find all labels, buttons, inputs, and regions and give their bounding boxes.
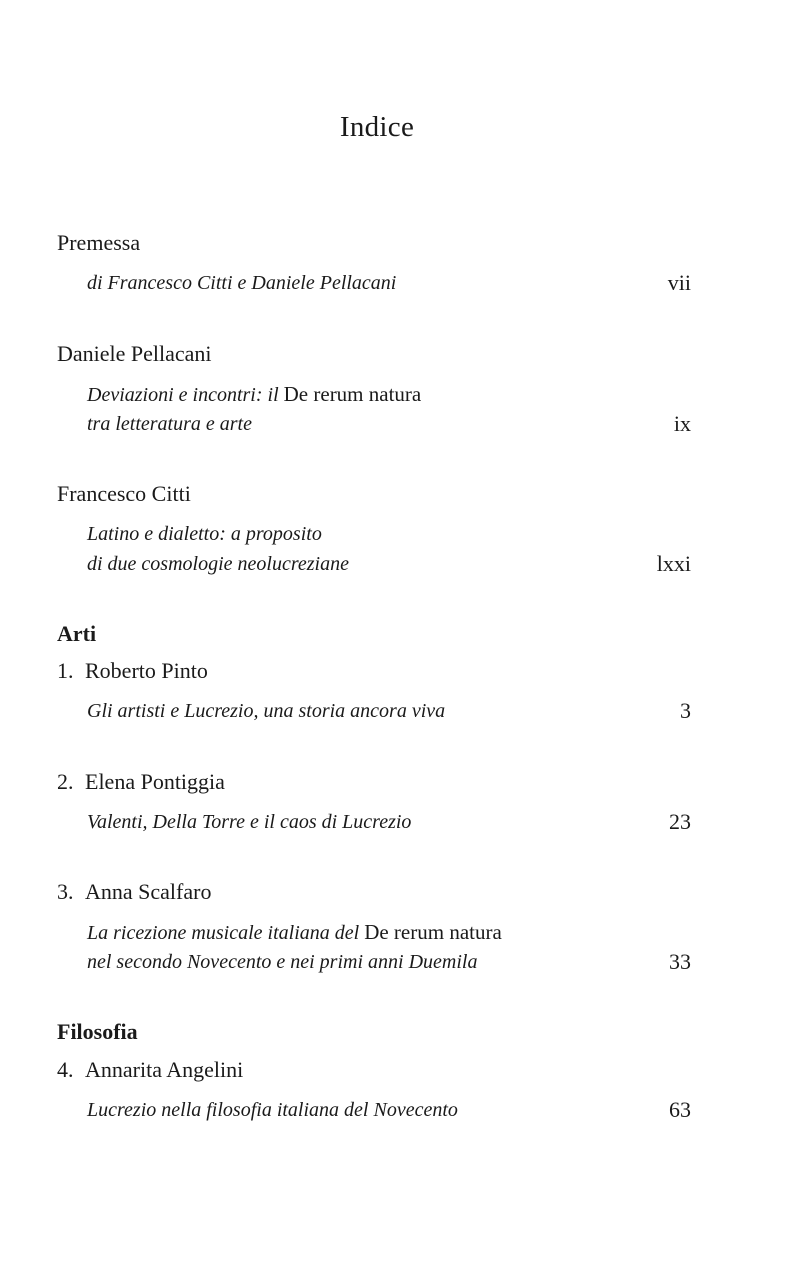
section-heading-filosofia: Filosofia	[57, 1019, 138, 1044]
work-line	[87, 549, 691, 579]
entry-work	[87, 1095, 691, 1125]
work-title-roman: De rerum natura	[283, 382, 422, 406]
toc-entry-1	[57, 658, 691, 726]
entry-author: Daniele Pellacani	[57, 341, 212, 366]
entry-work	[87, 696, 691, 726]
entry-number: 1.	[57, 658, 74, 683]
entry-work	[87, 268, 691, 298]
entry-author: Francesco Citti	[57, 481, 191, 506]
entry-work	[87, 917, 691, 977]
toc-entry-citti	[57, 481, 691, 579]
work-line	[87, 807, 691, 837]
entry-work	[87, 519, 691, 579]
page-number: 3	[680, 698, 691, 723]
work-line	[87, 519, 691, 549]
author-name: Annarita Angelini	[85, 1057, 244, 1082]
work-line	[87, 409, 691, 439]
entry-author: Premessa	[57, 230, 141, 255]
work-text: di due cosmologie neolucreziane	[87, 553, 349, 575]
work-text: Lucrezio nella filosofia italiana del Novecento	[87, 1099, 458, 1121]
toc-entry-4	[57, 1057, 691, 1125]
page-number: 63	[669, 1097, 691, 1122]
work-text: Latino e dialetto: a proposito	[87, 523, 322, 545]
entry-work	[87, 379, 691, 439]
entry-author	[57, 658, 691, 684]
toc-entry-2	[57, 769, 691, 837]
work-text: Gli artisti e Lucrezio, una storia ancora viva	[87, 700, 446, 722]
work-line	[87, 947, 691, 977]
work-line	[87, 268, 691, 298]
author-name: Roberto Pinto	[85, 658, 208, 683]
work-text: Deviazioni e incontri: il	[87, 384, 284, 406]
section-heading-arti: Arti	[57, 621, 97, 646]
entry-number: 3.	[57, 879, 74, 904]
entry-work	[87, 807, 691, 837]
work-line	[87, 917, 691, 947]
work-line	[87, 1095, 691, 1125]
toc-entry-pellacani	[57, 341, 691, 439]
work-text: nel secondo Novecento e nei primi anni Duemila	[87, 951, 478, 973]
page-number: 23	[669, 809, 691, 834]
toc-entry-3	[57, 879, 691, 977]
page-title: Indice	[339, 111, 415, 143]
entry-number: 4.	[57, 1057, 74, 1082]
work-text: tra letteratura e arte	[87, 413, 252, 435]
entry-author	[57, 769, 691, 795]
work-text: La ricezione musicale italiana del	[87, 922, 365, 944]
work-text: di Francesco Citti e Daniele Pellacani	[87, 272, 397, 294]
work-line	[87, 696, 691, 726]
work-text: Valenti, Della Torre e il caos di Lucrezio	[87, 811, 412, 833]
author-name: Anna Scalfaro	[85, 879, 212, 904]
entry-author	[57, 1057, 691, 1083]
page-number: lxxi	[656, 551, 691, 576]
toc-entry-premessa	[57, 230, 691, 298]
work-line	[87, 379, 691, 409]
entry-number: 2.	[57, 769, 74, 794]
page-number: ix	[673, 411, 691, 436]
entry-author	[57, 879, 691, 905]
work-title-roman: De rerum natura	[364, 920, 502, 944]
author-name: Elena Pontiggia	[85, 769, 225, 794]
page-number: vii	[667, 270, 691, 295]
page-number: 33	[669, 949, 691, 974]
